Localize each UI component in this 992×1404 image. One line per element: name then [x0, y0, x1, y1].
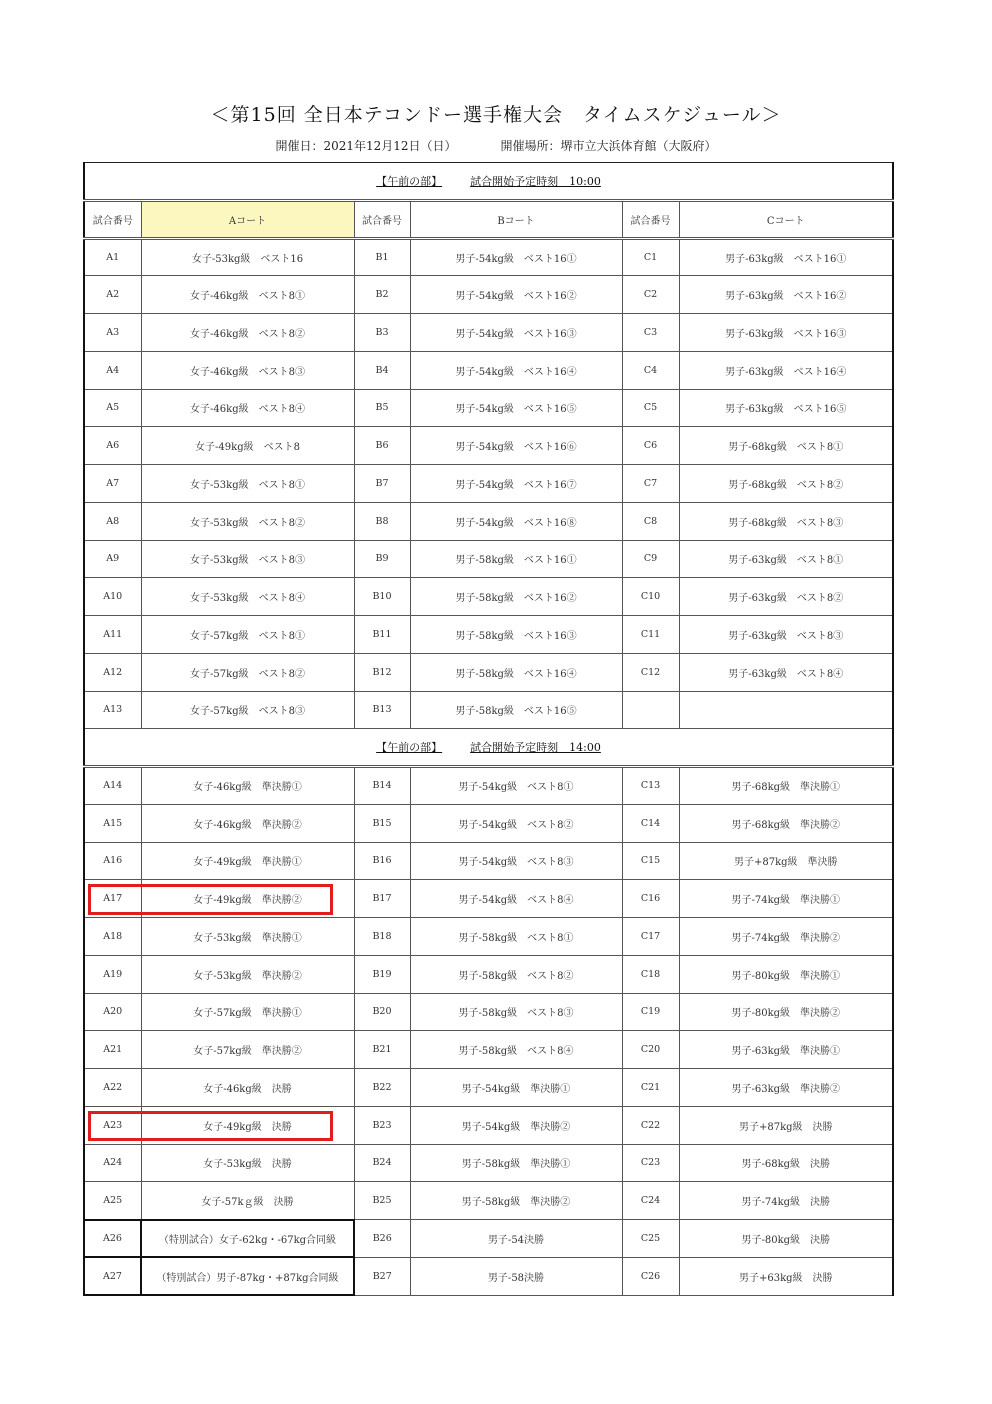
table-row [84, 993, 893, 1031]
event-c: 男子-74kg級 準決勝② [679, 918, 893, 956]
match-number-b: B14 [354, 767, 410, 805]
event-venue: 開催場所：堺市立大浜体育館（大阪府） [500, 139, 717, 153]
match-number-b: B17 [354, 880, 410, 918]
event-b: 男子-54kg級 ベスト16⑧ [410, 502, 622, 540]
event-b: 男子-58kg級 ベスト16② [410, 578, 622, 616]
event-b: 男子-58kg級 準決勝② [410, 1182, 622, 1220]
table-row [84, 276, 893, 314]
table-row [84, 502, 893, 540]
event-a: 女子-53kg級 ベスト8③ [141, 540, 354, 578]
table-row [84, 918, 893, 956]
event-c: 男子-80kg級 準決勝② [679, 993, 893, 1031]
event-a: 女子-46kg級 準決勝① [141, 767, 354, 805]
event-c: 男子+87kg級 決勝 [679, 1106, 893, 1144]
event-c: 男子-63kg級 ベスト8② [679, 578, 893, 616]
match-number-b: B1 [354, 238, 410, 276]
match-number-c: C16 [622, 880, 679, 918]
match-number-a: A16 [84, 842, 141, 880]
event-b: 男子-54kg級 ベスト16③ [410, 314, 622, 352]
match-number-c: C5 [622, 389, 679, 427]
event-c: 男子-63kg級 準決勝① [679, 1031, 893, 1069]
event-c: 男子-74kg級 決勝 [679, 1182, 893, 1220]
event-a: 女子-57kg級 準決勝② [141, 1031, 354, 1069]
match-number-b: B13 [354, 691, 410, 729]
event-b: 男子-54kg級 ベスト8③ [410, 842, 622, 880]
event-b: 男子-54kg級 準決勝① [410, 1069, 622, 1107]
section-label: 【午前の部】 [376, 174, 443, 188]
event-b: 男子-58kg級 準決勝① [410, 1144, 622, 1182]
match-number-c: C2 [622, 276, 679, 314]
match-number-a: A6 [84, 427, 141, 465]
event-c: 男子-68kg級 ベスト8① [679, 427, 893, 465]
match-number-b: B4 [354, 351, 410, 389]
match-number-a: A1 [84, 238, 141, 276]
section-label: 【午前の部】 [376, 741, 443, 755]
match-number-c: C11 [622, 616, 679, 654]
match-number-c: C15 [622, 842, 679, 880]
event-c: 男子-63kg級 ベスト16① [679, 238, 893, 276]
match-number-c: C7 [622, 465, 679, 503]
match-number-b: B21 [354, 1031, 410, 1069]
match-number-b: B24 [354, 1144, 410, 1182]
event-a: 女子-49kg級 準決勝② [141, 880, 354, 918]
table-row [84, 955, 893, 993]
event-c: 男子-63kg級 ベスト16⑤ [679, 389, 893, 427]
match-number-a: A2 [84, 276, 141, 314]
event-b: 男子-54kg級 ベスト8① [410, 767, 622, 805]
event-b: 男子-58kg級 ベスト16③ [410, 616, 622, 654]
match-number-a: A18 [84, 918, 141, 956]
match-number-b: B11 [354, 616, 410, 654]
column-header-row [84, 200, 893, 238]
event-a: 女子-49kg級 決勝 [141, 1106, 354, 1144]
event-c: 男子+87kg級 準決勝 [679, 842, 893, 880]
match-number-c: C18 [622, 955, 679, 993]
match-number-c: C9 [622, 540, 679, 578]
section-header [84, 729, 893, 767]
match-number-b: B25 [354, 1182, 410, 1220]
match-number-c [622, 691, 679, 729]
match-number-a: A24 [84, 1144, 141, 1182]
event-c: 男子-68kg級 ベスト8③ [679, 502, 893, 540]
event-a: 女子-53kg級 ベスト16 [141, 238, 354, 276]
event-b: 男子-54kg級 ベスト16⑤ [410, 389, 622, 427]
match-number-b: B22 [354, 1069, 410, 1107]
event-a: 女子-57kｇ級 決勝 [141, 1182, 354, 1220]
event-b: 男子-54kg級 準決勝② [410, 1106, 622, 1144]
match-number-b: B27 [354, 1257, 410, 1295]
match-number-a: A10 [84, 578, 141, 616]
match-number-c: C12 [622, 653, 679, 691]
event-b: 男子-54kg級 ベスト8② [410, 804, 622, 842]
match-number-c: C13 [622, 767, 679, 805]
table-row [84, 1220, 893, 1258]
match-number-c: C14 [622, 804, 679, 842]
match-number-b: B15 [354, 804, 410, 842]
event-b: 男子-54kg級 ベスト16② [410, 276, 622, 314]
event-b: 男子-58kg級 ベスト16① [410, 540, 622, 578]
column-header-match-number: 試合番号 [622, 200, 679, 238]
match-number-b: B2 [354, 276, 410, 314]
match-number-a: A9 [84, 540, 141, 578]
match-number-a: A13 [84, 691, 141, 729]
event-c: 男子-80kg級 決勝 [679, 1220, 893, 1258]
match-number-c: C8 [622, 502, 679, 540]
event-b: 男子-54kg級 ベスト8④ [410, 880, 622, 918]
match-number-a: A3 [84, 314, 141, 352]
event-a: 女子-49kg級 準決勝① [141, 842, 354, 880]
section-title [84, 163, 893, 201]
match-number-b: B6 [354, 427, 410, 465]
match-number-c: C23 [622, 1144, 679, 1182]
event-a: 女子-46kg級 準決勝② [141, 804, 354, 842]
match-number-b: B19 [354, 955, 410, 993]
event-b: 男子-58kg級 ベスト8④ [410, 1031, 622, 1069]
event-a: 女子-53kg級 準決勝② [141, 955, 354, 993]
match-number-c: C25 [622, 1220, 679, 1258]
match-number-b: B20 [354, 993, 410, 1031]
table-row [84, 767, 893, 805]
match-number-a: A11 [84, 616, 141, 654]
match-number-a: A27 [84, 1257, 141, 1295]
table-row [84, 389, 893, 427]
table-row [84, 540, 893, 578]
event-c: 男子-68kg級 ベスト8② [679, 465, 893, 503]
event-a: 女子-53kg級 ベスト8① [141, 465, 354, 503]
match-number-b: B26 [354, 1220, 410, 1258]
table-row [84, 842, 893, 880]
event-b: 男子-54kg級 ベスト16④ [410, 351, 622, 389]
match-number-c: C1 [622, 238, 679, 276]
section-header [84, 163, 893, 201]
table-row [84, 653, 893, 691]
event-b: 男子-58決勝 [410, 1257, 622, 1295]
event-c: 男子-68kg級 準決勝① [679, 767, 893, 805]
event-b: 男子-54kg級 ベスト16① [410, 238, 622, 276]
match-number-c: C24 [622, 1182, 679, 1220]
event-a: 女子-46kg級 ベスト8④ [141, 389, 354, 427]
event-a: 女子-46kg級 ベスト8② [141, 314, 354, 352]
match-number-b: B12 [354, 653, 410, 691]
match-number-c: C6 [622, 427, 679, 465]
match-number-a: A4 [84, 351, 141, 389]
table-row [84, 578, 893, 616]
match-number-a: A23 [84, 1106, 141, 1144]
event-c: 男子-68kg級 決勝 [679, 1144, 893, 1182]
event-a: 女子-46kg級 ベスト8③ [141, 351, 354, 389]
match-number-c: C19 [622, 993, 679, 1031]
page-title: ＜第15回 全日本テコンドー選手権大会 タイムスケジュール＞ [210, 104, 782, 126]
event-c: 男子-63kg級 ベスト8④ [679, 653, 893, 691]
table-row [84, 880, 893, 918]
event-c: 男子-68kg級 準決勝② [679, 804, 893, 842]
event-b: 男子-54kg級 ベスト16⑦ [410, 465, 622, 503]
event-c: 男子-63kg級 ベスト16④ [679, 351, 893, 389]
match-number-a: A17 [84, 880, 141, 918]
event-c: 男子-63kg級 ベスト8③ [679, 616, 893, 654]
table-row [84, 616, 893, 654]
table-row [84, 1182, 893, 1220]
event-a: 女子-57kg級 ベスト8② [141, 653, 354, 691]
match-number-b: B3 [354, 314, 410, 352]
match-number-a: A15 [84, 804, 141, 842]
table-row [84, 427, 893, 465]
match-number-a: A5 [84, 389, 141, 427]
match-number-b: B18 [354, 918, 410, 956]
event-a: 女子-57kg級 準決勝① [141, 993, 354, 1031]
table-row [84, 1031, 893, 1069]
table-row [84, 804, 893, 842]
table-row [84, 1106, 893, 1144]
section-start-time: 試合開始予定時刻 14:00 [470, 741, 601, 755]
match-number-c: C22 [622, 1106, 679, 1144]
event-c: 男子+63kg級 決勝 [679, 1257, 893, 1295]
column-header-match-number: 試合番号 [354, 200, 410, 238]
schedule-table [83, 162, 894, 1296]
match-number-b: B5 [354, 389, 410, 427]
event-a: 女子-53kg級 ベスト8② [141, 502, 354, 540]
event-b: 男子-54kg級 ベスト16⑥ [410, 427, 622, 465]
event-a: 女子-46kg級 ベスト8① [141, 276, 354, 314]
match-number-a: A12 [84, 653, 141, 691]
match-number-b: B9 [354, 540, 410, 578]
match-number-a: A14 [84, 767, 141, 805]
match-number-b: B16 [354, 842, 410, 880]
match-number-b: B23 [354, 1106, 410, 1144]
match-number-a: A7 [84, 465, 141, 503]
event-b: 男子-58kg級 ベスト8① [410, 918, 622, 956]
event-b: 男子-58kg級 ベスト16⑤ [410, 691, 622, 729]
column-header-court-c: Cコート [679, 200, 893, 238]
column-header-match-number: 試合番号 [84, 200, 141, 238]
match-number-a: A22 [84, 1069, 141, 1107]
match-number-a: A26 [84, 1220, 141, 1258]
event-a: （特別試合）男子-87kg・+87kg合同級 [141, 1257, 354, 1295]
table-row [84, 351, 893, 389]
table-row [84, 238, 893, 276]
match-number-c: C21 [622, 1069, 679, 1107]
event-c [679, 691, 893, 729]
table-row [84, 314, 893, 352]
event-c: 男子-63kg級 ベスト16③ [679, 314, 893, 352]
event-info [0, 137, 992, 154]
table-row [84, 691, 893, 729]
event-b: 男子-58kg級 ベスト8② [410, 955, 622, 993]
match-number-c: C3 [622, 314, 679, 352]
event-c: 男子-63kg級 ベスト16② [679, 276, 893, 314]
match-number-a: A19 [84, 955, 141, 993]
event-a: 女子-53kg級 ベスト8④ [141, 578, 354, 616]
event-a: 女子-46kg級 決勝 [141, 1069, 354, 1107]
event-a: 女子-53kg級 準決勝① [141, 918, 354, 956]
table-row [84, 465, 893, 503]
section-title [84, 729, 893, 767]
event-b: 男子-58kg級 ベスト16④ [410, 653, 622, 691]
event-c: 男子-63kg級 ベスト8① [679, 540, 893, 578]
match-number-c: C10 [622, 578, 679, 616]
event-c: 男子-74kg級 準決勝① [679, 880, 893, 918]
event-c: 男子-63kg級 準決勝② [679, 1069, 893, 1107]
match-number-a: A20 [84, 993, 141, 1031]
match-number-c: C26 [622, 1257, 679, 1295]
event-b: 男子-58kg級 ベスト8③ [410, 993, 622, 1031]
event-a: 女子-53kg級 決勝 [141, 1144, 354, 1182]
match-number-c: C4 [622, 351, 679, 389]
event-a: 女子-57kg級 ベスト8③ [141, 691, 354, 729]
match-number-a: A25 [84, 1182, 141, 1220]
event-a: 女子-49kg級 ベスト8 [141, 427, 354, 465]
event-b: 男子-54決勝 [410, 1220, 622, 1258]
match-number-b: B7 [354, 465, 410, 503]
match-number-a: A8 [84, 502, 141, 540]
event-a: 女子-57kg級 ベスト8① [141, 616, 354, 654]
column-header-court-b: Bコート [410, 200, 622, 238]
match-number-a: A21 [84, 1031, 141, 1069]
table-row [84, 1144, 893, 1182]
match-number-b: B10 [354, 578, 410, 616]
match-number-b: B8 [354, 502, 410, 540]
section-start-time: 試合開始予定時刻 10:00 [470, 174, 601, 188]
match-number-c: C20 [622, 1031, 679, 1069]
column-header-court-a: Aコート [141, 200, 354, 238]
event-c: 男子-80kg級 準決勝① [679, 955, 893, 993]
match-number-c: C17 [622, 918, 679, 956]
event-a: （特別試合）女子-62kg・-67kg合同級 [141, 1220, 354, 1258]
table-row [84, 1069, 893, 1107]
event-date: 開催日：2021年12月12日（日） [275, 139, 457, 153]
table-row [84, 1257, 893, 1295]
